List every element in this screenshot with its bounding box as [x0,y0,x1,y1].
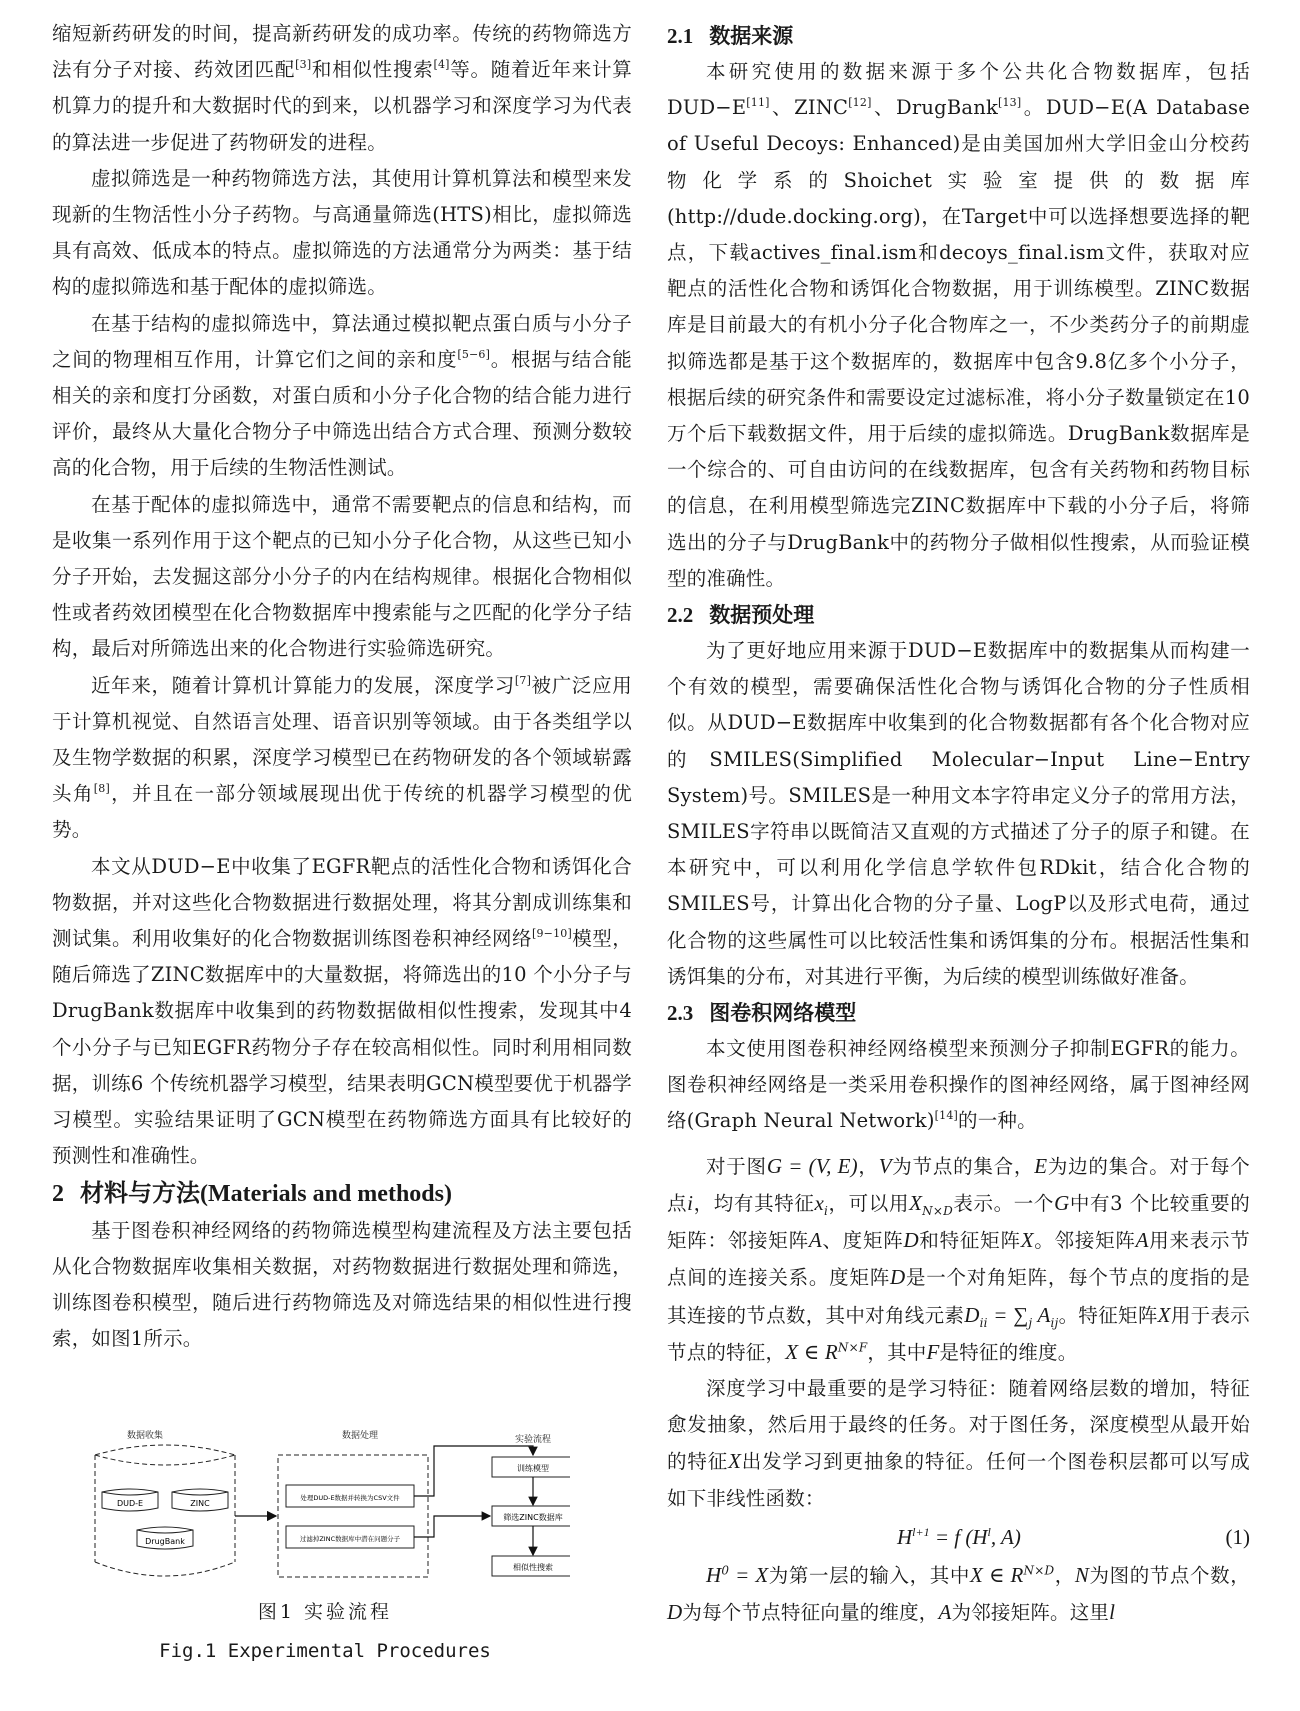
exp-label: 训练模型 [517,1464,549,1473]
citation[interactable]: [8] [93,782,110,796]
section-title: 数据来源 [709,24,794,48]
right-column [667,18,1250,1631]
math: i [687,1190,694,1215]
math: X [909,1190,923,1215]
text: 近年来，随着计算机计算能力的发展，深度学习 [91,673,515,697]
text: 的一种。 [958,1109,1037,1133]
math: A [1032,1302,1051,1327]
text: 为每个节点特征向量的维度， [682,1600,939,1624]
math: G = (V, E) [766,1153,858,1178]
text: 和特征矩阵 [918,1229,1021,1253]
db-dude-e [102,1489,158,1511]
text: ， [857,1154,879,1178]
text: ，可以用 [828,1191,910,1215]
math: = ∑ [987,1302,1029,1327]
paragraph-deep-features [667,1371,1250,1517]
text: ，并且在一部分领域展现出优于传统的机器学习模型的优势。 [52,782,632,842]
text: 等。随着近年来计算机算力的提升和大数据时代的到来，以机器学习和深度学习为代表的算法进一步促进了药物研发的进程。 [52,58,633,154]
text: 为边的集合。对于每个点 [667,1154,1250,1215]
text: 为第一层的输入，其中 [768,1563,970,1587]
math-sub: j [1028,1315,1033,1330]
citation[interactable]: [9−10] [531,927,572,941]
math: A [808,1228,822,1253]
text: 、ZINC [769,96,849,120]
text: 本文从DUD−E中收集了EGFR靶点的活性化合物和诱饵化合物数据，并对这些化合物数据进行数据处理，将其分割成训练集和测试集。利用收集好的化合物数据训练图卷积神经网络 [52,854,632,951]
math: = f (H [929,1524,988,1549]
text: 为图的节点个数， [1089,1563,1250,1587]
flowchart-svg [90,1430,570,1590]
math: E [1034,1153,1048,1178]
section-number: 2 [52,1180,64,1207]
paragraph-this-work [52,849,632,1175]
exp-step-train [492,1457,570,1477]
paragraph-deep-learning [52,668,632,849]
math: A [1135,1228,1149,1253]
text: 。特征矩阵 [1058,1303,1158,1327]
math: X [1157,1302,1171,1327]
text: 表示。一个 [952,1191,1055,1215]
text: 。DUD−E(A Database of Useful Decoys: Enhanced)是由美国加州大学旧金山分校药物化学系的Shoichet实验室提供的数据库(http://dude.docking.org)，在Target中可以选择想要选择的靶点，下载actives_final.ism和decoys_final.ism文件，获取对应靶点的活性化合物和诱饵化合物数据，用于训练模型。ZINC数据库是目前最大的有机小分子化合物库之一，不少类药分子的前期虚拟筛选都是基于这个数据库的，数据库中包含9.8亿多个小分子，根据后续的研究条件和需要设定过滤标准，将小分子数量锁定在10万个后下载数据文件，用于后续的虚拟筛选。DrugBank数据库是一个综合的、可自由访问的在线数据库，包含有关药物和药物目标的信息，在利用模型筛选完ZINC数据库中下载的小分子后，将筛选出的分子与DrugBank中的药物分子做相似性搜索，从而验证模型的准确性。 [667,96,1250,590]
section-heading-2-2 [667,597,1250,633]
text: 、度矩阵 [821,1229,904,1253]
equation-number: (1) [1225,1524,1250,1549]
paragraph-preprocessing: 为了更好地应用来源于DUD−E数据库中的数据集从而构建一个有效的模型，需要确保活性化合物与诱饵化合物的分子性质相似。从DUD−E数据库中收集到的化合物数据都有各个化合物对应的SMILES(Simplified Molecular−Input Line−Entry System)号。SMILES是一种用文本字符串定义分子的常用方法，SMILES字符串以既简洁又直观的方式描述了分子的原子和键。在本研究中，可以利用化学信息学软件包RDkit，结合化合物的SMILES号，计算出化合物的分子量、LogP以及形式电荷，通过化合物的这些属性可以比较活性集和诱饵集的分布。根据活性集和诱饵集的分布，对其进行平衡，为后续的模型训练做好准备。 [667,639,1250,988]
math: X [728,1449,742,1474]
text: 是一个对角矩阵，每个节点的度指的是其连接的节点数，其中对角线元素 [667,1266,1250,1327]
text: 被广泛应用于计算机视觉、自然语言处理、语音识别等领域。由于各类组学以及生物学数据的积累，深度学习模型已在药物研发的各个领域崭露头角 [52,673,632,806]
figure-caption-cn: 图1 实验流程 [257,1601,393,1623]
group-label-collect: 数据收集 [126,1431,164,1441]
math: D [890,1265,906,1290]
group-label-experiment: 实验流程 [514,1435,552,1445]
figure-caption-en: Fig.1 Experimental Procedures [159,1640,491,1662]
text: ， [1054,1563,1075,1587]
math-sup: l+1 [912,1524,930,1539]
data-processing-box [278,1455,428,1577]
citation[interactable]: [12] [848,96,872,110]
text: 深度学习中最重要的是学习特征：随着网络层数的增加，特征愈发抽象，然后用于最终的任务。对于图任务，深度模型从最开始的特征 [667,1376,1250,1474]
section-number: 2.2 [667,603,694,628]
text: 出发学习到更抽象的特征。任何一个图卷积层都可以写成如下非线性函数： [667,1450,1250,1510]
paragraph-data-sources [667,54,1250,597]
section-title: 图卷积网络模型 [709,1001,857,1026]
text: 是特征的维度。 [939,1340,1078,1364]
math: F [926,1339,940,1364]
text: 对于图 [706,1154,767,1178]
citation[interactable]: [13] [997,96,1022,110]
math: X ∈ R [969,1562,1024,1587]
math-sub: ij [1050,1315,1059,1330]
group-label-process: 数据处理 [341,1431,379,1441]
citation[interactable]: [14] [934,1109,959,1123]
math: A [938,1599,952,1624]
section-number: 2.1 [667,24,694,48]
section-heading-2-1 [667,18,1250,54]
math-sup: N×F [837,1340,868,1355]
math: x [814,1190,825,1215]
text: 本文使用图卷积神经网络模型来预测分子抑制EGFR的能力。图卷积神经网络是一类采用卷积操作的图神经网络，属于图神经网络(Graph Neural Network) [667,1037,1250,1133]
exp-step-similarity [492,1556,570,1576]
text: 本研究使用的数据来源于多个公共化合物数据库，包括DUD−E [667,60,1250,120]
process-step-2 [286,1526,414,1548]
section-title: 材料与方法(Materials and methods) [80,1180,452,1207]
text: 。邻接矩阵 [1033,1229,1136,1253]
citation[interactable]: [4] [433,58,450,72]
text: 模型，随后筛选了ZINC数据库中的大量数据，将筛选出的10 个小分子与DrugBank数据库中收集到的药物数据做相似性搜索，发现其中4 个小分子与已知EGFR药物分子存在较高相似性。同时利用相同数据，训练6 个传统机器学习模型，结果表明GCN模型要优于机器学习模型。实验结果证明了GCN模型在药物筛选方面具有比较好的预测性和准确性。 [52,927,632,1168]
math-sub: ii [979,1315,988,1330]
math: X [1020,1228,1034,1253]
section-title: 数据预处理 [709,603,815,628]
equation-1 [667,1517,1250,1557]
text: 为邻接矩阵。这里 [951,1600,1110,1624]
db-label: ZINC [190,1499,210,1508]
math: X ∈ R [785,1339,838,1364]
text: ，均有其特征 [693,1191,815,1215]
math-sup: l [987,1524,991,1539]
paragraph-ligand-based: 在基于配体的虚拟筛选中，通常不需要靶点的信息和结构，而是收集一系列作用于这个靶点的已知小分子化合物，从这些已知小分子开始，去发掘这部分小分子的内在结构规律。根据化合物相似性或者药效团模型在化合物数据库中搜索能与之匹配的化学分子结构，最后对所筛选出来的化合物进行实验筛选研究。 [52,492,632,661]
db-label: DrugBank [145,1537,185,1546]
section-heading-2-3 [667,995,1250,1031]
math: H [706,1562,722,1587]
exp-label: 筛选ZINC数据库 [503,1513,563,1522]
process-step-1 [286,1485,414,1507]
figure-1-flowchart [90,1430,570,1590]
math: H [897,1524,913,1549]
math: G [1054,1190,1070,1215]
paragraph-virtual-screening: 虚拟筛选是一种药物筛选方法，其使用计算机算法和模型来发现新的生物活性小分子药物。与高通量筛选(HTS)相比，虚拟筛选具有高效、低成本的特点。虚拟筛选的方法通常分为两类：基于结构的虚拟筛选和基于配体的虚拟筛选。 [52,166,632,299]
text: 为节点的集合， [891,1154,1035,1178]
citation[interactable]: [3] [295,58,312,72]
left-column [52,16,632,1357]
citation[interactable]: [7] [514,673,532,687]
text: 在基于结构的虚拟筛选中，算法通过模拟靶点蛋白质与小分子之间的物理相互作用，计算它们之间的亲和度 [52,311,632,371]
text: 中有3 个比较重要的矩阵：邻接矩阵 [667,1191,1251,1253]
paragraph-intro-1 [52,16,632,161]
section-heading-2 [52,1175,632,1213]
text: 用来表示节点间的连接关系。度矩阵 [667,1229,1250,1290]
exp-label: 相似性搜索 [513,1563,553,1572]
db-zinc [172,1489,228,1511]
text: ，其中 [867,1340,927,1364]
math: D [964,1302,980,1327]
math: , A) [990,1524,1021,1549]
process-label: 过滤掉ZINC数据库中潜在问题分子 [299,1535,401,1543]
paragraph-gcn-intro [667,1031,1250,1140]
math-sub: N×D [922,1203,953,1218]
text: 和相似性搜索 [311,58,434,82]
text: 、DrugBank [871,96,998,120]
text: 用于表示节点的特征， [667,1303,1250,1364]
exp-step-screen [492,1506,570,1526]
citation[interactable]: [5−6] [457,347,491,361]
text: 。根据与结合能相关的亲和度打分函数，对蛋白质和小分子化合物的结合能力进行评价，最终从大量化合物分子中筛选出结合方式合理、预测分数较高的化合物，用于后续的生物活性测试。 [52,347,632,480]
equation-body [897,1517,1021,1557]
math: V [878,1153,892,1178]
paragraph-layer-input [667,1557,1250,1631]
math: N [1074,1562,1090,1587]
math-sub: i [824,1203,829,1218]
math-sup: 0 [721,1563,730,1578]
text: 缩短新药研发的时间，提高新药研发的成功率。传统的药物筛选方法有分子对接、药效团匹配 [52,22,632,82]
citation[interactable]: [11] [746,96,770,110]
db-drugbank [137,1527,193,1549]
math-sup: N×D [1023,1563,1055,1578]
paragraph-graph-definition [667,1148,1250,1371]
section-number: 2.3 [667,1001,694,1026]
arrow-proc2-to-screen [414,1516,490,1537]
paragraph-structure-based [52,306,632,487]
math: D [903,1228,919,1253]
math: = X [729,1562,769,1587]
db-label: DUD-E [116,1499,144,1508]
math: l [1109,1599,1116,1624]
process-label: 处理DUD-E数据并转换为CSV文件 [300,1494,400,1502]
paragraph-methods-overview: 基于图卷积神经网络的药物筛选模型构建流程及方法主要包括从化合物数据库收集相关数据，对药物数据进行数据处理和筛选，训练图卷积模型，随后进行药物筛选及对筛选结果的相似性进行搜索，如图1所示。 [52,1218,632,1351]
math: D [667,1599,683,1624]
